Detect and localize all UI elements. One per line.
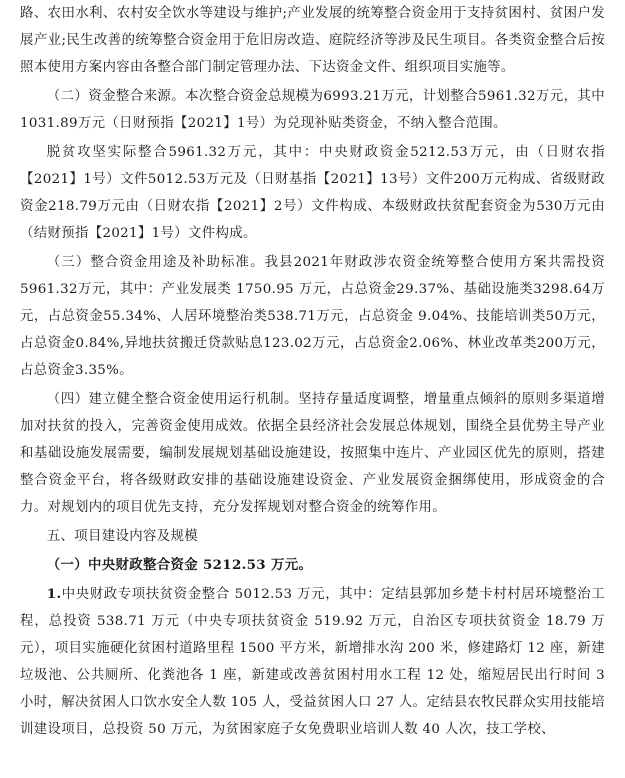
paragraph-funding-sources: （二）资金整合来源。本次整合资金总规模为6993.21万元，计划整合5961.32万元，其中1031.89万元（日财预指【2021】1号）为兑现补贴类资金，不纳入整合范围。 bbox=[20, 89, 605, 131]
paragraph-funding-purpose: （三）整合资金用途及补助标准。我县2021年财政涉农资金统筹整合使用方案共需投资5961.32万元，其中：产业发展类 1750.95 万元，占总资金29.37%、基础设施类3298.64万元，占总资金55.34%、人居环境整治类538.71万元，占总资金 9.04%、技能培训类50万元，占总资金0.84%,异地扶贫搬迁贷款贴息123.02万元，占总资金2.06%、林业改革类200万元，占总资金3.35%。 bbox=[20, 255, 605, 378]
item-number: 1. bbox=[46, 586, 62, 602]
paragraph-operating-mechanism: （四）建立健全整合资金使用运行机制。坚持存量适度调整，增量重点倾斜的原则多渠道增加对扶贫的投入，完善资金使用成效。依据全县经济社会发展总体规划，围绕全县优势主导产业和基础设施发展需要，编制发展规划基础设施建设，按照集中连片、产业园区优先的原则，搭建整合资金平台，将各级财政安排的基础设施建设资金、产业发展资金捆绑使用，形成资金的合力。对规划内的项目优先支持，充分发挥规划对整合资金的统筹作用。 bbox=[20, 392, 605, 515]
subsection-heading-central-funds: （一）中央财政整合资金 5212.53 万元。 bbox=[46, 557, 313, 573]
paragraph-actual-integration: 脱贫攻坚实际整合5961.32万元，其中：中央财政资金5212.53万元，由（日财农指【2021】1号）文件5012.53万元及（日财基指【2021】13号）文件200万元构成、省级财政资金218.79万元由（日财农指【2021】2号）文件构成、本级财政扶贫配套资金为530万元由（结财预指【2021】1号）文件构成。 bbox=[20, 145, 605, 241]
paragraph-central-special-funds bbox=[20, 581, 605, 743]
paragraph-funding-usage: 路、农田水利、农村安全饮水等建设与维护;产业发展的统筹整合资金用于支持贫困村、贫困户发展产业;民生改善的统筹整合资金用于危旧房改造、庭院经济等涉及民生项目。各类资金整合后按照本使用方案内容由各整合部门制定管理办法、下达资金文件、组织项目实施等。 bbox=[20, 6, 605, 75]
section-heading-project-content: 五、项目建设内容及规模 bbox=[46, 529, 198, 544]
paragraph-central-special-funds-text: 中央财政专项扶贫资金整合 5012.53 万元，其中：定结县郭加乡楚卡村村居环境整治工程，总投资 538.71 万元（中央专项扶贫资金 519.92 万元，自治区专项扶贫资金 18.79 万元），项目实施硬化贫困村道路里程 1500 平方米，新增排水沟 200 米，修建路灯 12 座，新建垃圾池、公共厕所、化粪池各 1 座，新建或改善贫困村用水工程 12 处，缩短居民出行时间 3 小时，解决贫困人口饮水安全人数 105 人，受益贫困人口 27 人。定结县农牧民群众实用技能培训建设项目，总投资 50 万元，为贫困家庭子女免费职业培训人数 40 人次，技工学校、 bbox=[20, 587, 605, 737]
